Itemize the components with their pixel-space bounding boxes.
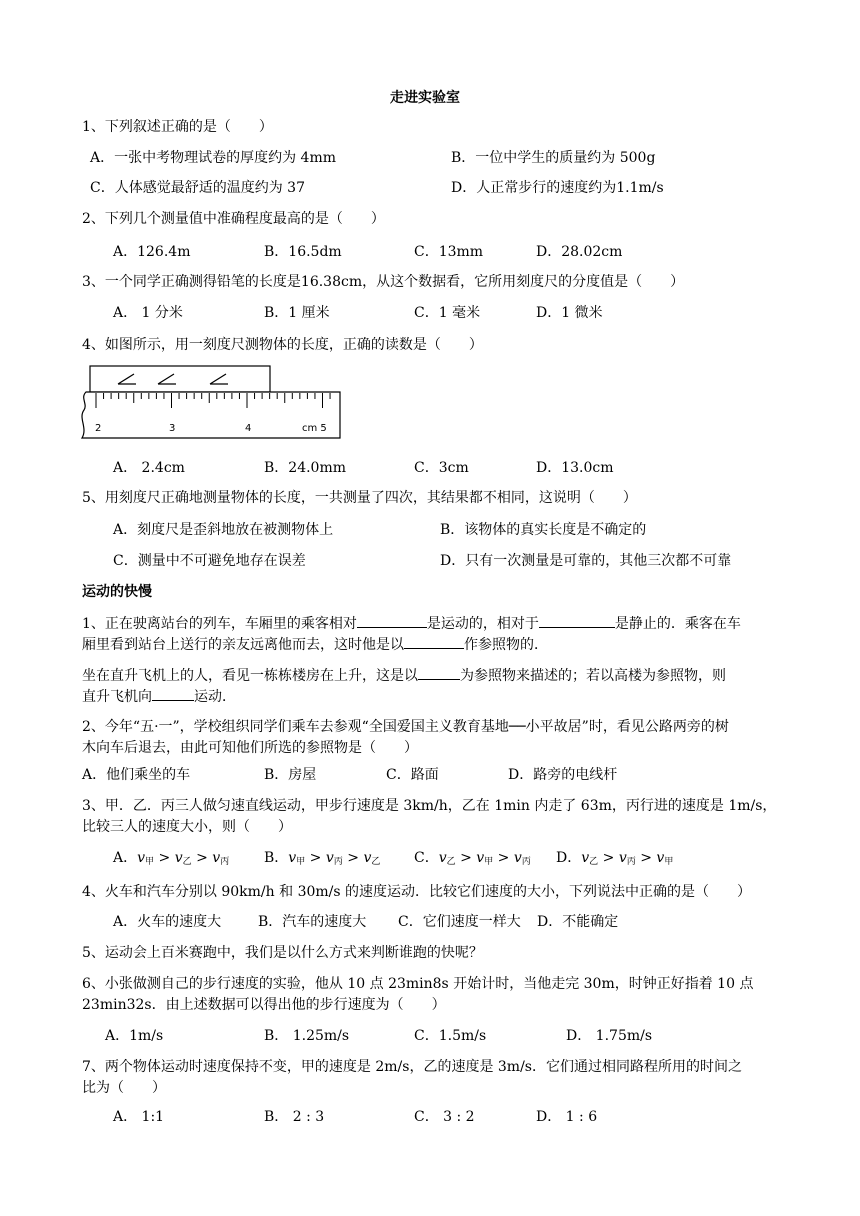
- ruler-label-5: cm 5: [302, 423, 327, 434]
- section-title-motion: 运动的快慢: [82, 584, 152, 600]
- answer-blank[interactable]: [152, 686, 194, 701]
- q4-option-d: D．13.0cm: [536, 460, 614, 476]
- s2-q4-option-b: B．汽车的速度大: [258, 914, 367, 930]
- answer-blank[interactable]: [357, 613, 427, 628]
- option-letter: C．: [414, 850, 439, 866]
- velocity-symbol: v: [363, 850, 372, 866]
- q3-option-d: D．1 微米: [536, 305, 603, 321]
- subscript: 甲: [664, 857, 674, 867]
- s2-q1-text: 为参照物来描述的；若以高楼为参照物，则: [460, 668, 726, 684]
- q3-option-b: B．1 厘米: [264, 305, 330, 321]
- q3-option-c: C．1 毫米: [414, 305, 481, 321]
- answer-blank[interactable]: [539, 613, 615, 628]
- s2-q7-option-d: D． 1 : 6: [536, 1109, 598, 1125]
- s2-q1-text: 直升飞机向: [82, 689, 152, 705]
- q5-stem: 5、用刻度尺正确地测量物体的长度，一共测量了四次，其结果都不相同，这说明（ ）: [82, 490, 637, 506]
- q2-option-c: C．13mm: [414, 244, 484, 260]
- s2-q7-option-a: A． 1:1: [113, 1109, 165, 1125]
- q4-option-b: B．24.0mm: [264, 460, 347, 476]
- s2-q6-option-c: C．1.5m/s: [414, 1028, 487, 1044]
- subscript: 丙: [521, 857, 531, 867]
- s2-q2-line2: 木向车后退去，由此可知他们所选的参照物是（ ）: [82, 740, 418, 756]
- subscript: 甲: [296, 857, 306, 867]
- s2-q2-option-a: A．他们乘坐的车: [82, 767, 191, 783]
- s2-q7-line1: 7、两个物体运动时速度保持不变，甲的速度是 2m/s，乙的速度是 3m/s．它们通过相同路程所用的时间之: [82, 1059, 742, 1075]
- s2-q7-option-b: B． 2 : 3: [264, 1109, 325, 1125]
- subscript: 乙: [371, 857, 381, 867]
- q1-stem: 1、下列叙述正确的是（ ）: [82, 119, 273, 135]
- subscript: 丙: [220, 857, 230, 867]
- subscript: 丙: [626, 857, 636, 867]
- q3-option-a: A． 1 分米: [113, 305, 183, 321]
- s2-q5-stem: 5、运动会上百米赛跑中，我们是以什么方式来判断谁跑的快呢？: [82, 945, 483, 961]
- s2-q1-text: 是运动的，相对于: [426, 616, 539, 632]
- q4-option-c: C．3cm: [414, 460, 469, 476]
- s2-q2-option-d: D．路旁的电线杆: [508, 767, 618, 783]
- greater-than: >: [191, 850, 213, 866]
- answer-blank[interactable]: [404, 634, 464, 649]
- s2-q1-text: 作参照物的．: [464, 637, 548, 653]
- velocity-symbol: v: [438, 850, 447, 866]
- velocity-symbol: v: [581, 850, 590, 866]
- s2-q2-option-c: C．路面: [386, 767, 439, 783]
- q5-option-a: A．刻度尺是歪斜地放在被测物体上: [113, 522, 334, 538]
- ruler-label-3: 3: [169, 423, 176, 434]
- velocity-symbol: v: [174, 850, 183, 866]
- option-letter: B．: [264, 850, 289, 866]
- velocity-symbol: v: [288, 850, 297, 866]
- s2-q3-option-d: [556, 848, 673, 872]
- velocity-symbol: v: [212, 850, 221, 866]
- q2-option-b: B．16.5dm: [264, 244, 342, 260]
- velocity-symbol: v: [137, 850, 146, 866]
- s2-q7-option-c: C． 3 : 2: [414, 1109, 475, 1125]
- s2-q4-option-d: D．不能确定: [537, 914, 619, 930]
- subscript: 乙: [182, 857, 192, 867]
- s2-q3-option-b: [264, 848, 380, 872]
- q4-option-a: A． 2.4cm: [113, 460, 185, 476]
- greater-than: >: [305, 850, 326, 866]
- greater-than: >: [342, 850, 364, 866]
- s2-q2-option-b: B．房屋: [264, 767, 317, 783]
- s2-q6-option-b: B． 1.25m/s: [264, 1028, 350, 1044]
- velocity-symbol: v: [656, 850, 665, 866]
- subscript: 甲: [484, 857, 494, 867]
- velocity-symbol: v: [618, 850, 627, 866]
- s2-q4-option-a: A．火车的速度大: [113, 914, 222, 930]
- q2-stem: 2、下列几个测量值中准确程度最高的是（ ）: [82, 211, 385, 227]
- s2-q3-line1: 3、甲．乙．丙三人做匀速直线运动，甲步行速度是 3km/h，乙在 1min 内走了 63m，丙行进的速度是 1m/s，: [82, 798, 777, 814]
- q5-option-c: C．测量中不可避免地存在误差: [113, 553, 306, 569]
- s2-q4-stem: 4、火车和汽车分别以 90km/h 和 30m/s 的速度运动．比较它们速度的大小，下列说法中正确的是（ ）: [82, 884, 752, 900]
- s2-q3-option-a: [113, 848, 229, 872]
- q1-option-b: B．一位中学生的质量约为 500g: [451, 150, 656, 166]
- velocity-symbol: v: [476, 850, 485, 866]
- q4-stem: 4、如图所示，用一刻度尺测物体的长度，正确的读数是（ ）: [82, 337, 483, 353]
- s2-q7-line2: 比为（ ）: [82, 1080, 166, 1096]
- page-title: 走进实验室: [390, 90, 460, 106]
- s2-q4-option-c: C．它们速度一样大: [398, 914, 521, 930]
- subscript: 丙: [333, 857, 343, 867]
- q2-option-d: D．28.02cm: [536, 244, 623, 260]
- s2-q3-option-c: [414, 848, 531, 872]
- answer-blank[interactable]: [418, 665, 460, 680]
- greater-than: >: [493, 850, 514, 866]
- option-letter: A．: [113, 850, 138, 866]
- q3-stem: 3、一个同学正确测得铅笔的长度是16.38cm，从这个数据看，它所用刻度尺的分度值是（ ）: [82, 274, 685, 290]
- s2-q1-line2: [82, 634, 548, 655]
- ruler-label-4: 4: [245, 423, 252, 434]
- greater-than: >: [455, 850, 477, 866]
- greater-than: >: [154, 850, 175, 866]
- s2-q2-line1: 2、今年“五·一”，学校组织同学们乘车去参观“全国爱国主义教育基地──小平故居”时，看见公路两旁的树: [82, 719, 729, 735]
- s2-q1-text: 1、正在驶离站台的列车，车厢里的乘客相对: [82, 616, 357, 632]
- q1-option-c: C．人体感觉最舒适的温度约为 37: [90, 180, 305, 196]
- s2-q1-text: 坐在直升飞机上的人，看见一栋栋楼房在上升，这是以: [82, 668, 418, 684]
- s2-q1-line4: [82, 686, 236, 707]
- q5-option-d: D．只有一次测量是可靠的，其他三次都不可靠: [440, 553, 732, 569]
- s2-q6-option-d: D． 1.75m/s: [566, 1028, 653, 1044]
- s2-q1-text: 是静止的．乘客在车: [614, 616, 741, 632]
- subscript: 甲: [145, 857, 155, 867]
- ruler-figure: [78, 364, 348, 444]
- s2-q1-line1: [82, 613, 741, 634]
- q5-option-b: B．该物体的真实长度是不确定的: [440, 522, 647, 538]
- velocity-symbol: v: [325, 850, 334, 866]
- greater-than: >: [598, 850, 619, 866]
- s2-q1-line3: [82, 665, 726, 686]
- s2-q6-line1: 6、小张做测自己的步行速度的实验，他从 10 点 23min8s 开始计时，当他走完 30m，时钟正好指着 10 点: [82, 976, 754, 992]
- s2-q6-option-a: A．1m/s: [105, 1028, 164, 1044]
- ruler-label-2: 2: [95, 423, 102, 434]
- measured-object: [90, 366, 270, 392]
- subscript: 乙: [589, 857, 599, 867]
- s2-q1-text: 运动．: [194, 689, 236, 705]
- q1-option-d: D．人正常步行的速度约为1.1m/s: [451, 180, 664, 196]
- q1-option-a: A．一张中考物理试卷的厚度约为 4mm: [90, 150, 337, 166]
- option-letter: D．: [556, 850, 582, 866]
- greater-than: >: [635, 850, 657, 866]
- s2-q3-line2: 比较三人的速度大小，则（ ）: [82, 819, 292, 835]
- q2-option-a: A．126.4m: [113, 244, 191, 260]
- velocity-symbol: v: [513, 850, 522, 866]
- s2-q1-text: 厢里看到站台上送行的亲友远离他而去，这时他是以: [82, 637, 404, 653]
- s2-q6-line2: 23min32s．由上述数据可以得出他的步行速度为（ ）: [82, 997, 446, 1013]
- subscript: 乙: [446, 857, 456, 867]
